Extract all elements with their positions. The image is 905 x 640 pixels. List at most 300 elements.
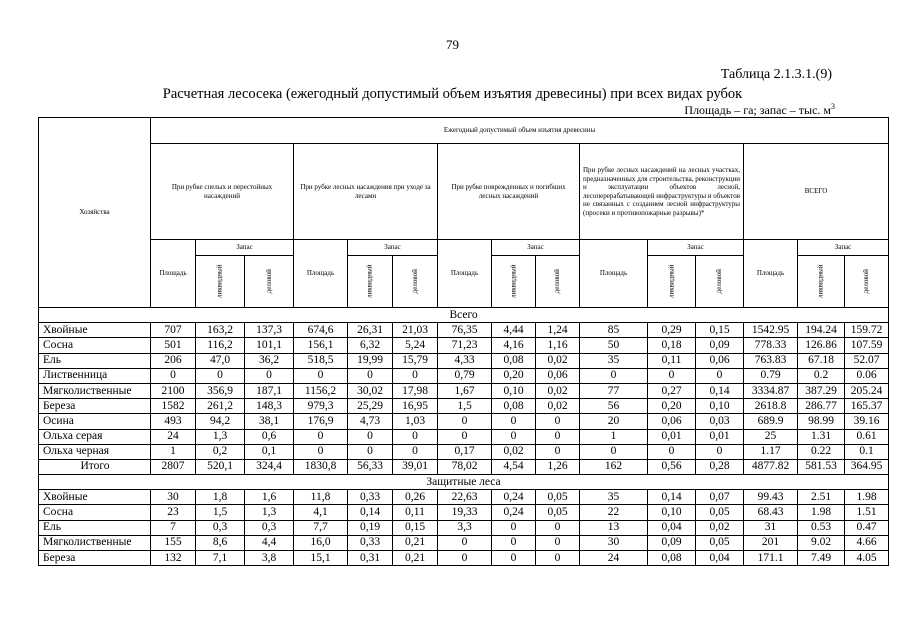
table-cell: 187,1 xyxy=(245,383,294,398)
allowable-cut-table xyxy=(38,117,889,566)
table-cell: 0 xyxy=(696,368,744,383)
table-cell: 1,24 xyxy=(536,323,580,338)
table-cell: 206 xyxy=(151,353,196,368)
table-row xyxy=(39,520,889,535)
table-cell: 1.31 xyxy=(798,429,845,444)
table-cell: 30 xyxy=(580,535,648,550)
table-cell: 76,35 xyxy=(438,323,492,338)
table-cell: 26,31 xyxy=(348,323,393,338)
table-cell: 0 xyxy=(536,414,580,429)
table-cell: 0,06 xyxy=(696,353,744,368)
table-cell: 1 xyxy=(151,444,196,459)
header-liquid xyxy=(648,256,696,308)
table-cell: 0,08 xyxy=(648,551,696,566)
table-cell: 0 xyxy=(580,368,648,383)
table-cell: 0,21 xyxy=(393,551,438,566)
table-cell: 0,28 xyxy=(696,459,744,474)
table-cell: 0 xyxy=(492,551,536,566)
table-cell: 493 xyxy=(151,414,196,429)
table-cell: 0,27 xyxy=(648,383,696,398)
table-cell: 3334.87 xyxy=(744,383,798,398)
table-cell: 5,24 xyxy=(393,338,438,353)
table-cell: 0,01 xyxy=(648,429,696,444)
table-cell: 0 xyxy=(438,535,492,550)
table-cell: 0,21 xyxy=(393,535,438,550)
table-cell: 0,02 xyxy=(492,444,536,459)
table-cell: 0 xyxy=(536,551,580,566)
table-cell: 8,6 xyxy=(196,535,245,550)
table-cell: 35 xyxy=(580,353,648,368)
table-cell: 162 xyxy=(580,459,648,474)
table-cell: 0,15 xyxy=(393,520,438,535)
table-cell: 0,20 xyxy=(492,368,536,383)
table-cell: 35 xyxy=(580,490,648,505)
table-cell: 364.95 xyxy=(845,459,889,474)
table-row xyxy=(39,535,889,550)
header-stock: Запас xyxy=(648,240,744,256)
table-row xyxy=(39,505,889,520)
table-cell: 56,33 xyxy=(348,459,393,474)
table-cell: 7.49 xyxy=(798,551,845,566)
header-liquid-text: ликвидный xyxy=(509,264,518,299)
table-cell: 0,11 xyxy=(393,505,438,520)
header-liquid-text: ликвидный xyxy=(215,264,224,299)
row-label: Осина xyxy=(39,414,151,429)
row-label: Хвойные xyxy=(39,490,151,505)
table-cell: 0,08 xyxy=(492,353,536,368)
table-cell: 155 xyxy=(151,535,196,550)
table-cell: 4.05 xyxy=(845,551,889,566)
table-cell: 0.53 xyxy=(798,520,845,535)
header-business xyxy=(845,256,889,308)
table-cell: 0,09 xyxy=(648,535,696,550)
table-cell: 518,5 xyxy=(294,353,348,368)
table-cell: 0 xyxy=(536,429,580,444)
header-liquid xyxy=(798,256,845,308)
table-cell: 1542.95 xyxy=(744,323,798,338)
table-cell: 0.1 xyxy=(845,444,889,459)
table-cell: 22 xyxy=(580,505,648,520)
table-cell: 0,31 xyxy=(348,551,393,566)
table-cell: 0,3 xyxy=(245,520,294,535)
header-stock: Запас xyxy=(196,240,294,256)
table-cell: 0,09 xyxy=(696,338,744,353)
table-cell: 171.1 xyxy=(744,551,798,566)
table-cell: 0,04 xyxy=(648,520,696,535)
table-cell: 194.24 xyxy=(798,323,845,338)
row-label: Ольха серая xyxy=(39,429,151,444)
table-cell: 0,04 xyxy=(696,551,744,566)
total-row xyxy=(39,459,889,474)
table-cell: 148,3 xyxy=(245,399,294,414)
table-cell: 31 xyxy=(744,520,798,535)
table-cell: 98.99 xyxy=(798,414,845,429)
table-cell: 7 xyxy=(151,520,196,535)
table-cell: 1830,8 xyxy=(294,459,348,474)
table-cell: 23 xyxy=(151,505,196,520)
units-note xyxy=(684,102,835,118)
table-cell: 0 xyxy=(648,444,696,459)
table-row xyxy=(39,444,889,459)
header-business-text: деловой xyxy=(410,269,419,294)
table-cell: 4,33 xyxy=(438,353,492,368)
table-cell: 25 xyxy=(744,429,798,444)
header-allowable-volume: Ежегодный допустимый объем изъятия древесины xyxy=(151,118,889,144)
table-cell: 0,10 xyxy=(648,505,696,520)
table-id: Таблица 2.1.3.1.(9) xyxy=(720,67,832,82)
table-cell: 165.37 xyxy=(845,399,889,414)
header-business xyxy=(536,256,580,308)
table-row xyxy=(39,338,889,353)
table-body xyxy=(39,308,889,566)
table-cell: 1.98 xyxy=(798,505,845,520)
table-cell: 1,6 xyxy=(245,490,294,505)
header-business xyxy=(245,256,294,308)
table-cell: 7,1 xyxy=(196,551,245,566)
table-cell: 17,98 xyxy=(393,383,438,398)
table-cell: 0 xyxy=(536,520,580,535)
table-cell: 25,29 xyxy=(348,399,393,414)
table-cell: 85 xyxy=(580,323,648,338)
header-area: Площадь xyxy=(438,240,492,308)
table-cell: 0 xyxy=(492,535,536,550)
table-cell: 176,9 xyxy=(294,414,348,429)
table-cell: 7,7 xyxy=(294,520,348,535)
table-cell: 30,02 xyxy=(348,383,393,398)
header-liquid-text: ликвидный xyxy=(816,264,825,299)
row-label: Сосна xyxy=(39,338,151,353)
table-cell: 1,03 xyxy=(393,414,438,429)
table-cell: 77 xyxy=(580,383,648,398)
table-cell: 0 xyxy=(245,368,294,383)
table-cell: 56 xyxy=(580,399,648,414)
header-business-text: деловой xyxy=(862,269,871,294)
table-cell: 0,15 xyxy=(696,323,744,338)
table-cell: 356,9 xyxy=(196,383,245,398)
table-cell: 9.02 xyxy=(798,535,845,550)
table-cell: 0,10 xyxy=(696,399,744,414)
header-business-text: деловой xyxy=(715,269,724,294)
table-cell: 1582 xyxy=(151,399,196,414)
table-cell: 94,2 xyxy=(196,414,245,429)
table-cell: 1156,2 xyxy=(294,383,348,398)
row-label: Лиственница xyxy=(39,368,151,383)
header-group-damaged: При рубке поврежденных и погибших лесных насаждений xyxy=(438,144,580,240)
table-cell: 0,02 xyxy=(696,520,744,535)
table-cell: 99.43 xyxy=(744,490,798,505)
table-cell: 0 xyxy=(492,429,536,444)
page-number: 79 xyxy=(446,37,459,52)
table-header xyxy=(39,118,889,308)
table-cell: 52.07 xyxy=(845,353,889,368)
table-cell: 0,29 xyxy=(648,323,696,338)
table-cell: 0 xyxy=(348,368,393,383)
table-cell: 4,73 xyxy=(348,414,393,429)
header-business xyxy=(696,256,744,308)
table-cell: 4.66 xyxy=(845,535,889,550)
table-cell: 0,02 xyxy=(536,383,580,398)
table-cell: 0,14 xyxy=(648,490,696,505)
table-row xyxy=(39,383,889,398)
table-cell: 11,8 xyxy=(294,490,348,505)
header-stock: Запас xyxy=(798,240,889,256)
section-title: Защитные леса xyxy=(39,475,889,490)
table-cell: 68.43 xyxy=(744,505,798,520)
table-cell: 1,16 xyxy=(536,338,580,353)
table-cell: 4,4 xyxy=(245,535,294,550)
table-cell: 19,99 xyxy=(348,353,393,368)
table-cell: 0 xyxy=(294,429,348,444)
table-cell: 0,06 xyxy=(648,414,696,429)
table-cell: 0 xyxy=(294,444,348,459)
table-cell: 1.51 xyxy=(845,505,889,520)
table-cell: 0,02 xyxy=(536,353,580,368)
header-liquid xyxy=(492,256,536,308)
table-cell: 0.06 xyxy=(845,368,889,383)
table-row xyxy=(39,368,889,383)
table-cell: 707 xyxy=(151,323,196,338)
table-cell: 0 xyxy=(648,368,696,383)
table-cell: 0 xyxy=(348,429,393,444)
table-row xyxy=(39,414,889,429)
table-cell: 71,23 xyxy=(438,338,492,353)
table-cell: 0,06 xyxy=(536,368,580,383)
row-label: Ольха черная xyxy=(39,444,151,459)
table-cell: 4877.82 xyxy=(744,459,798,474)
row-label: Береза xyxy=(39,399,151,414)
table-cell: 0,24 xyxy=(492,490,536,505)
table-row xyxy=(39,490,889,505)
row-label: Ель xyxy=(39,353,151,368)
header-business-text: деловой xyxy=(264,269,273,294)
table-cell: 0.2 xyxy=(798,368,845,383)
header-liquid-text: ликвидный xyxy=(365,264,374,299)
table-cell: 581.53 xyxy=(798,459,845,474)
row-label: Ель xyxy=(39,520,151,535)
table-cell: 0.61 xyxy=(845,429,889,444)
table-cell: 24 xyxy=(580,551,648,566)
row-label: Мягколиственные xyxy=(39,535,151,550)
table-cell: 0,56 xyxy=(648,459,696,474)
table-cell: 24 xyxy=(151,429,196,444)
table-cell: 16,0 xyxy=(294,535,348,550)
table-cell: 387.29 xyxy=(798,383,845,398)
table-cell: 0,17 xyxy=(438,444,492,459)
table-cell: 0 xyxy=(536,444,580,459)
table-cell: 0 xyxy=(393,429,438,444)
table-cell: 0,2 xyxy=(196,444,245,459)
row-label: Береза xyxy=(39,551,151,566)
table-cell: 0,10 xyxy=(492,383,536,398)
table-cell: 501 xyxy=(151,338,196,353)
table-cell: 205.24 xyxy=(845,383,889,398)
header-area: Площадь xyxy=(580,240,648,308)
table-cell: 1,5 xyxy=(438,399,492,414)
table-cell: 0,01 xyxy=(696,429,744,444)
table-cell: 201 xyxy=(744,535,798,550)
table-cell: 156,1 xyxy=(294,338,348,353)
table-cell: 101,1 xyxy=(245,338,294,353)
table-cell: 4,44 xyxy=(492,323,536,338)
header-business xyxy=(393,256,438,308)
table-cell: 0 xyxy=(492,414,536,429)
table-cell: 39.16 xyxy=(845,414,889,429)
table-cell: 0,05 xyxy=(696,535,744,550)
table-cell: 137,3 xyxy=(245,323,294,338)
table-row xyxy=(39,551,889,566)
table-cell: 1,26 xyxy=(536,459,580,474)
table-cell: 3,8 xyxy=(245,551,294,566)
table-cell: 979,3 xyxy=(294,399,348,414)
table-cell: 0,05 xyxy=(536,490,580,505)
table-cell: 0 xyxy=(196,368,245,383)
table-cell: 21,03 xyxy=(393,323,438,338)
table-cell: 1 xyxy=(580,429,648,444)
table-cell: 1.98 xyxy=(845,490,889,505)
table-cell: 50 xyxy=(580,338,648,353)
table-cell: 0,79 xyxy=(438,368,492,383)
table-title: Расчетная лесосека (ежегодный допустимый объем изъятия древесины) при всех видах рубок xyxy=(162,86,743,102)
table-cell: 0 xyxy=(580,444,648,459)
table-cell: 0,26 xyxy=(393,490,438,505)
header-group-mature: При рубке спелых и перестойных насаждений xyxy=(151,144,294,240)
table-cell: 78,02 xyxy=(438,459,492,474)
table-cell: 6,32 xyxy=(348,338,393,353)
table-cell: 0,07 xyxy=(696,490,744,505)
table-cell: 674,6 xyxy=(294,323,348,338)
table-cell: 1,3 xyxy=(245,505,294,520)
table-cell: 4,54 xyxy=(492,459,536,474)
header-liquid xyxy=(196,256,245,308)
table-cell: 2618.8 xyxy=(744,399,798,414)
table-cell: 1.17 xyxy=(744,444,798,459)
row-label: Сосна xyxy=(39,505,151,520)
table-cell: 20 xyxy=(580,414,648,429)
header-business-text: деловой xyxy=(553,269,562,294)
table-cell: 38,1 xyxy=(245,414,294,429)
table-cell: 1,67 xyxy=(438,383,492,398)
table-cell: 4,1 xyxy=(294,505,348,520)
section-header-row xyxy=(39,308,889,323)
table-cell: 0 xyxy=(151,368,196,383)
table-cell: 324,4 xyxy=(245,459,294,474)
table-cell: 30 xyxy=(151,490,196,505)
table-cell: 0,18 xyxy=(648,338,696,353)
table-cell: 0 xyxy=(536,535,580,550)
table-row xyxy=(39,429,889,444)
table-cell: 107.59 xyxy=(845,338,889,353)
table-cell: 0,02 xyxy=(536,399,580,414)
table-cell: 47,0 xyxy=(196,353,245,368)
table-cell: 67.18 xyxy=(798,353,845,368)
table-cell: 36,2 xyxy=(245,353,294,368)
table-cell: 39,01 xyxy=(393,459,438,474)
table-cell: 778.33 xyxy=(744,338,798,353)
header-area: Площадь xyxy=(151,240,196,308)
table-cell: 0,11 xyxy=(648,353,696,368)
table-cell: 22,63 xyxy=(438,490,492,505)
header-area: Площадь xyxy=(744,240,798,308)
table-cell: 0 xyxy=(393,368,438,383)
table-cell: 132 xyxy=(151,551,196,566)
table-cell: 0,1 xyxy=(245,444,294,459)
table-cell: 0,14 xyxy=(348,505,393,520)
table-cell: 2.51 xyxy=(798,490,845,505)
table-cell: 520,1 xyxy=(196,459,245,474)
table-cell: 0 xyxy=(294,368,348,383)
table-cell: 0 xyxy=(438,429,492,444)
table-cell: 3,3 xyxy=(438,520,492,535)
table-cell: 15,1 xyxy=(294,551,348,566)
table-cell: 1,5 xyxy=(196,505,245,520)
table-cell: 4,16 xyxy=(492,338,536,353)
section-header-row xyxy=(39,475,889,490)
units-superscript: 3 xyxy=(831,102,835,111)
header-stock: Запас xyxy=(492,240,580,256)
table-cell: 0,6 xyxy=(245,429,294,444)
table-cell: 763.83 xyxy=(744,353,798,368)
header-area: Площадь xyxy=(294,240,348,308)
table-row xyxy=(39,353,889,368)
table-cell: 0,08 xyxy=(492,399,536,414)
table-cell: 261,2 xyxy=(196,399,245,414)
table-cell: 163,2 xyxy=(196,323,245,338)
row-label: Хвойные xyxy=(39,323,151,338)
header-group-care: При рубке лесных насаждения при уходе за лесами xyxy=(294,144,438,240)
table-cell: 0,33 xyxy=(348,490,393,505)
table-cell: 0.47 xyxy=(845,520,889,535)
table-cell: 286.77 xyxy=(798,399,845,414)
table-cell: 116,2 xyxy=(196,338,245,353)
table-cell: 2807 xyxy=(151,459,196,474)
row-label: Мягколиственные xyxy=(39,383,151,398)
table-cell: 0 xyxy=(438,551,492,566)
table-cell: 0 xyxy=(696,444,744,459)
table-cell: 0,33 xyxy=(348,535,393,550)
header-liquid xyxy=(348,256,393,308)
table-cell: 13 xyxy=(580,520,648,535)
table-cell: 0,3 xyxy=(196,520,245,535)
table-cell: 159.72 xyxy=(845,323,889,338)
header-liquid-text: ликвидный xyxy=(667,264,676,299)
table-cell: 19,33 xyxy=(438,505,492,520)
table-cell: 689.9 xyxy=(744,414,798,429)
section-title: Всего xyxy=(39,308,889,323)
table-row xyxy=(39,399,889,414)
table-cell: 0,14 xyxy=(696,383,744,398)
table-cell: 0,20 xyxy=(648,399,696,414)
table-cell: 0 xyxy=(438,414,492,429)
table-cell: 0.22 xyxy=(798,444,845,459)
table-cell: 0.79 xyxy=(744,368,798,383)
table-cell: 126.86 xyxy=(798,338,845,353)
table-cell: 1,8 xyxy=(196,490,245,505)
table-cell: 15,79 xyxy=(393,353,438,368)
header-group-total: ВСЕГО xyxy=(744,144,889,240)
table-row xyxy=(39,323,889,338)
table-cell: 2100 xyxy=(151,383,196,398)
table-cell: 0,05 xyxy=(696,505,744,520)
header-stock: Запас xyxy=(348,240,438,256)
table-cell: 0 xyxy=(393,444,438,459)
table-cell: 16,95 xyxy=(393,399,438,414)
header-group-infrastructure: При рубке лесных насаждений на лесных участках, предназначенных для строительства, реконструкции и эксплуатации объектов лесной, лесоперерабатывающей инфраструктуры и объектов не связанных с созданием лесной инфраструктуры (просеки и противопожарные разрывы)* xyxy=(580,144,744,240)
table-cell: 0,24 xyxy=(492,505,536,520)
table-cell: 0,03 xyxy=(696,414,744,429)
table-cell: 0,19 xyxy=(348,520,393,535)
units-text: Площадь – га; запас – тыс. м xyxy=(684,103,831,117)
header-farms: Хозяйства xyxy=(39,118,151,308)
